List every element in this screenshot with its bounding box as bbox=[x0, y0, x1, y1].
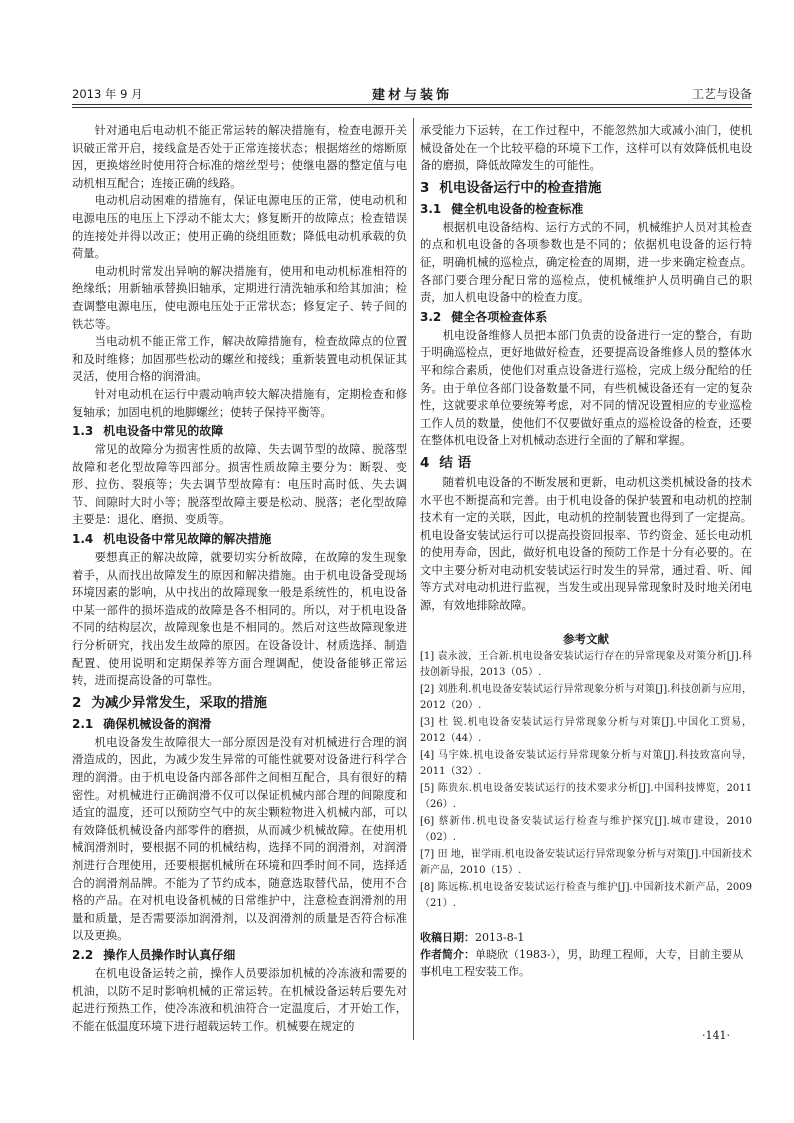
heading-number: 1.3 bbox=[72, 424, 94, 439]
header-rule-thin bbox=[72, 107, 752, 108]
received-date bbox=[420, 929, 752, 946]
author-label: 作者简介： bbox=[420, 947, 475, 961]
heading-text: 确保机械设备的润滑 bbox=[103, 716, 212, 731]
reference-item: [7] 田 地，崔学雨.机电设备安装试运行异常现象分析与对策[J].中国新技术新产品，2010（15）. bbox=[420, 848, 752, 877]
heading-number: 2.1 bbox=[72, 716, 94, 731]
header-date: 2013 年 9 月 bbox=[72, 87, 143, 101]
paragraph: 机电设备发生故障很大一部分原因是没有对机械进行合理的润滑造成的，因此，为减少发生异常的可能性就要对设备进行科学合理的润滑。由于机电设备内部各部件之间相互配合，具有很好的精密性。对机械进行正确润滑不仅可以保证机械内部合理的间隙度和适宜的温度，还可以预防空气中的灰尘颗粒物进入机械内部，可以有效降低机械设备内部零件的磨损，从而减少机械故障。在使用机械润滑剂时，要根据不同的机械结构，选择不同的润滑剂，对润滑剂进行合理使用，还要根据机械所在环境和四季时间不同，选择适合的润滑剂品牌。不能为了节约成本，随意选取替代品，使用不合格的产品。在对机电设备机械的日常维护中，注意检查润滑剂的用量和质量，是否需要添加润滑剂，以及润滑剂的质量是否符合标准以及更换。 bbox=[72, 735, 407, 943]
paragraph: 根据机电设备结构、运行方式的不同，机械维护人员对其检查的点和机电设备的各项参数也是不同的；依据机电设备的运行特征，明确机械的巡检点，确定检查的周期，进一步来确定检查点。各部门要合理分配日常的巡检点，使机械维护人员明确自己的职责，加人机电设备中的检查力度。 bbox=[420, 220, 752, 305]
section-heading-2-1 bbox=[72, 714, 407, 734]
heading-number: 3.2 bbox=[420, 309, 442, 324]
article-meta bbox=[420, 929, 752, 980]
paragraph: 随着机电设备的不断发展和更新，电动机这类机械设备的技术水平也不断提高和完善。由于机电设备的保护装置和电动机的控制技术有一定的关联，因此，电动机的控制装置也得到了一定提高。机电设备安装试运行可以提高投资回报率、节约资金、延长电动机的使用寿命，因此，做好机电设备的预防工作是十分有必要的。在文中主要分析对电动机安装试运行时发生的异常，通过看、听、闻等方式对电动机进行监视，当发生或出现异常现象时及时地关闭电源，有效地排除故障。 bbox=[420, 475, 752, 613]
section-heading-2-2 bbox=[72, 945, 407, 965]
section-heading-2 bbox=[72, 692, 407, 714]
reference-item: [8] 陈远栋.机电设备安装试运行检查与维护[J].中国新技术新产品，2009（21）. bbox=[420, 881, 752, 910]
heading-text: 机电设备运行中的检查措施 bbox=[439, 179, 602, 196]
author-bio bbox=[420, 946, 752, 980]
left-column bbox=[72, 122, 407, 1035]
heading-number: 4 bbox=[420, 454, 430, 471]
author-value: 单晓欣（1983-），男，助理工程师，大专，目前主要从事机电工程安装工作。 bbox=[420, 947, 744, 978]
page-number: ·141· bbox=[702, 1029, 730, 1042]
paragraph: 常见的故障分为损害性质的故障、失去调节型的故障、脱落型故障和老化型故障等四部分。损害性质故障主要分为：断裂、变形、拉伤、裂痕等；失去调节型故障有：电压时高时低、失去调节、间隙时大时小等；脱落型故障主要是松动、脱落；老化型故障主要是：退化、磨损、变质等。 bbox=[72, 443, 407, 527]
references-list bbox=[420, 649, 752, 913]
heading-text: 操作人员操作时认真仔细 bbox=[103, 947, 236, 962]
heading-number: 1.4 bbox=[72, 532, 94, 547]
reference-item: [2] 刘胜利.机电设备安装试运行异常现象分析与对策[J].科技创新与应用，2012（20）. bbox=[420, 683, 752, 712]
paragraph: 电动机启动困难的措施有，保证电源电压的正常，使电动机和电源电压的电压上下浮动不能太大；修复断开的故障点；检查错误的连接处并得以改正；使用正确的绕组匝数；降低电动机承载的负荷量。 bbox=[72, 194, 407, 261]
received-label: 收稿日期： bbox=[420, 930, 475, 944]
paragraph: 针对电动机在运行中震动响声较大解决措施有，定期检查和修复轴承；加固电机的地脚螺丝；使转子保持平衡等。 bbox=[72, 387, 407, 419]
heading-number: 3.1 bbox=[420, 201, 442, 216]
heading-text: 健全各项检查体系 bbox=[451, 309, 548, 324]
section-heading-3-2 bbox=[420, 307, 752, 327]
paragraph: 在机电设备运转之前，操作人员要添加机械的冷冻液和需要的机油，以防不足时影响机械的正常运转。在机械设备运转后要先对起进行预热工作，使冷冻液和机油符合一定温度后，才开始工作，不能在低温度环境下进行超载运转工作。机械要在规定的 bbox=[72, 966, 407, 1033]
column-divider bbox=[413, 118, 414, 1040]
references-title: 参考文献 bbox=[563, 631, 609, 646]
reference-item: [4] 马宇姝.机电设备安装试运行异常现象分析与对策[J].科技致富向导，2011（32）. bbox=[420, 749, 752, 778]
section-heading-4 bbox=[420, 452, 752, 474]
section-heading-3 bbox=[420, 177, 752, 199]
paragraph: 要想真正的解决故障，就要切实分析故障，在故障的发生现象着手，从而找出故障发生的原因和解决措施。由于机电设备受现场环境因素的影响，从中找出的故障现象一般是系统性的，机电设备中某一部件的损坏造成的故障是各不相同的。所以，对于机电设备不同的结构层次，故障现象也是不相同的。然后对这些故障现象进行分析研究，找出发生故障的原因。在设备设计、材质选择、制造配置、使用说明和定期保养等方面合理调配，使设备能够正常运转，进而提高设备的可靠性。 bbox=[72, 551, 407, 688]
heading-text: 机电设备中常见故障的解决措施 bbox=[103, 532, 272, 547]
right-column bbox=[420, 122, 752, 980]
heading-number: 2 bbox=[72, 694, 82, 711]
section-heading-3-1 bbox=[420, 199, 752, 219]
section-name: 工艺与设备 bbox=[691, 87, 752, 101]
received-value: 2013-8-1 bbox=[475, 930, 525, 944]
header-rule bbox=[72, 104, 752, 105]
paragraph: 针对通电后电动机不能正常运转的解决措施有，检查电源开关识破正常开启，接线盒是否处于正常连接状态；根据熔丝的熔断原因，更换熔丝时使用符合标准的熔丝型号；使继电器的整定值与电动机相互配合；连接正确的线路。 bbox=[72, 124, 407, 190]
paragraph: 承受能力下运转，在工作过程中，不能忽然加大或减小油门，使机械设备处在一个比较平稳的环境下工作，这样可以有效降低机电设备的磨损，降低故障发生的可能性。 bbox=[420, 124, 752, 173]
journal-title: 建材与装饰 bbox=[372, 88, 453, 103]
section-heading-1-3 bbox=[72, 421, 407, 441]
heading-number: 2.2 bbox=[72, 947, 94, 962]
heading-number: 3 bbox=[420, 179, 430, 196]
reference-item: [6] 蔡新伟.机电设备安装试运行检查与维护探究[J].城市建设，2010（02）. bbox=[420, 815, 752, 844]
heading-text: 机电设备中常见的故障 bbox=[103, 424, 224, 439]
reference-item: [3] 杜 锐.机电设备安装试运行异常现象分析与对策[J].中国化工贸易，2012（44）. bbox=[420, 716, 752, 745]
paragraph: 机电设备维修人员把本部门负责的设备进行一定的整合，有助于明确巡检点，更好地做好检查，还要提高设备维修人员的整体水平和综合素质，使他们对重点设备进行巡检，完成上级分配给的任务。由于单位各部门设备数量不同，有些机械设备还有一定的复杂性，这就要求单位要统筹考虑，对不同的情况设置相应的专业巡检工作人员的数量，使他们不仅要做好重点的巡检设备的检查，还要在整体机电设备上对机械动态进行全面的了解和掌握。 bbox=[420, 328, 752, 448]
heading-text: 为减少异常发生，采取的措施 bbox=[91, 694, 267, 711]
paragraph: 当电动机不能正常工作，解决故障措施有，检查故障点的位置和及时维修；加固那些松动的螺丝和接线；重新装置电动机保证其灵活，使用合格的润滑油。 bbox=[72, 335, 407, 384]
reference-item: [5] 陈贵东.机电设备安装试运行的技术要求分析[J].中国科技博览，2011（26）. bbox=[420, 782, 752, 811]
paragraph: 电动机时常发出异响的解决措施有，使用和电动机标准相符的绝缘纸；用新轴承替换旧轴承，定期进行清洗轴承和给其加油；检查调整电源电压，使电源电压处于正常状态；修复定子、转子间的铁芯等。 bbox=[72, 264, 407, 331]
reference-item: [1] 袁永波，王合新.机电设备安装试运行存在的异常现象及对策分析[J].科技创新导报，2013（05）. bbox=[420, 650, 752, 679]
section-heading-1-4 bbox=[72, 529, 407, 549]
heading-text: 结 语 bbox=[439, 454, 472, 471]
heading-text: 健全机电设备的检查标准 bbox=[451, 201, 584, 216]
